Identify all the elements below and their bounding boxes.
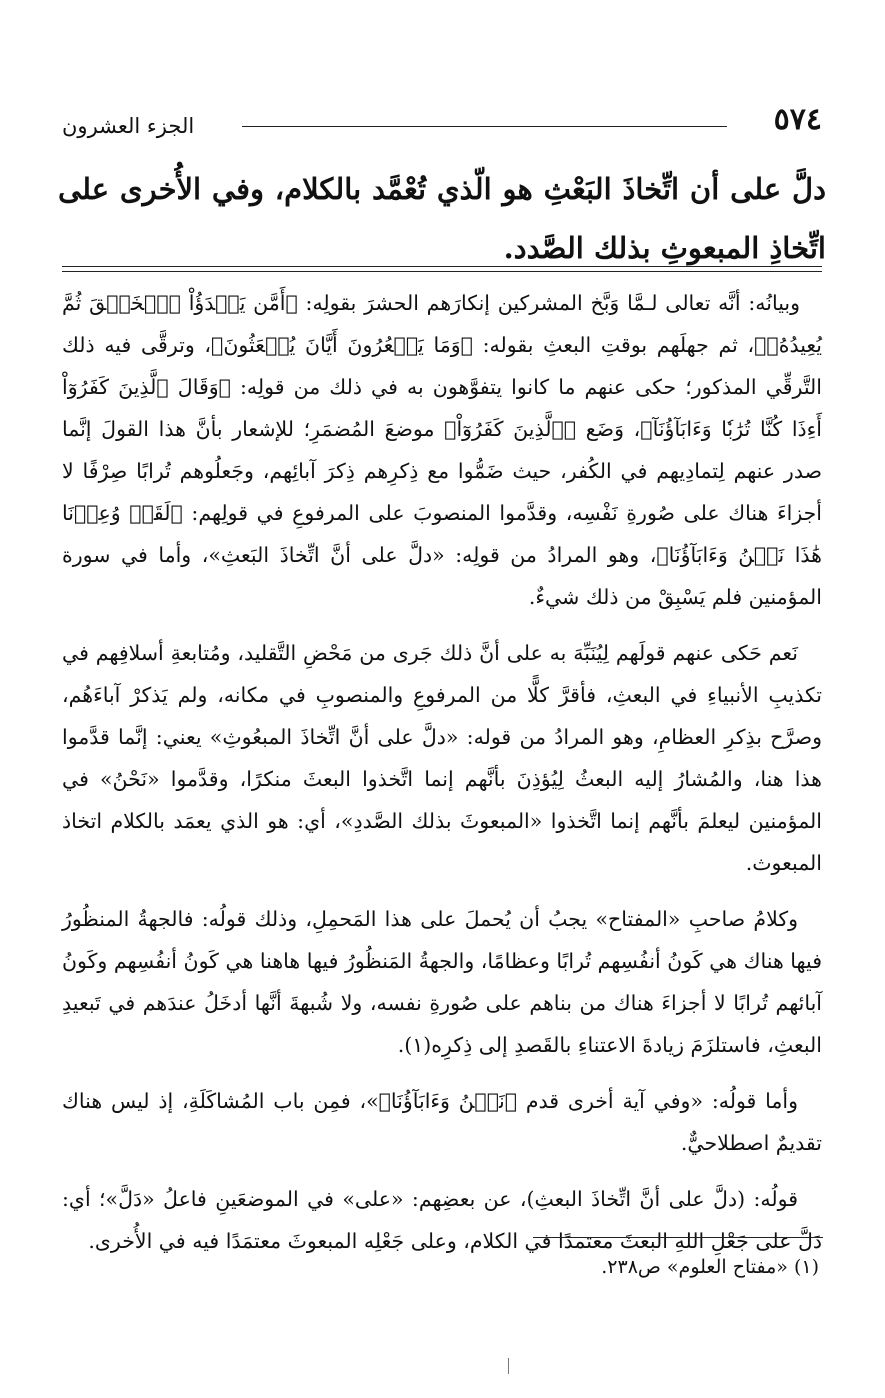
page-mark <box>508 1358 513 1374</box>
header-rule <box>242 126 727 127</box>
section-divider-bottom <box>62 271 822 272</box>
page-header <box>62 102 822 152</box>
commentary-paragraph: وبيانُه: أنَّه تعالى لـمَّا وَبَّخ المشركين إنكارَهم الحشرَ بقولِه: ﴿أَمَّن يَبۡدَؤُاْ ٱلۡخَلۡقَ ثُمَّ يُعِيدُهُۥ﴾، ثم جهلَهم بوقتِ البعثِ بقوله: ﴿وَمَا يَشۡعُرُونَ أَيَّانَ يُبۡعَثُونَ﴾، وترقَّى فيه ذلك التَّرقِّي المذكور؛ حكى عنهم ما كانوا يتفوَّهون به في ذلك من قولِه: ﴿وَقَالَ ٱلَّذِينَ كَفَرُوٓاْ أَءِذَا كُنَّا تُرَٰبٗا وَءَابَآؤُنَآ﴾، وَضَع ﴿ٱلَّذِينَ كَفَرُوٓاْ﴾ موضعَ المُضمَرِ؛ للإشعار بأنَّ هذا القولَ إنَّما صدر عنهم لِتمادِيهم في الكُفر، حيث ضَمُّوا مع ذِكرِهم ذِكرَ آبائِهم، وجَعلُوهم تُرابًا صِرْفًا لا أجزاءَ هناك على صُورةِ نَفْسِه، وقدَّموا المنصوبَ على المرفوعِ في قولِهم: ﴿لَقَدۡ وُعِدۡنَا هَٰذَا نَحۡنُ وَءَابَآؤُنَا﴾، وهو المرادُ من قولِه: «دلَّ على أنَّ اتِّخاذَ البَعثِ»، وأما في سورة المؤمنين فلم يَسْبِقْ من ذلك شيءٌ. <box>62 291 822 609</box>
page-number: ٥٧٤ <box>773 102 822 137</box>
section-divider-top <box>62 266 822 267</box>
footnote-divider <box>533 1237 823 1238</box>
lead-text: دلَّ على أن اتِّخاذَ البَعْثِ هو الّذي تُعْمَّد بالكلام، وفي الأُخرى على اتِّخاذِ المبعوثِ بذلك الصَّدد. <box>58 172 826 265</box>
commentary-paragraph: نَعم حَكى عنهم قولَهم لِيُنَبِّهَ به على أنَّ ذلك جَرى من مَحْضِ التَّقليد، ومُتابعةِ أسلافِهم في تكذيبِ الأنبياءِ في البعثِ، فأقرَّ كلًّا من المرفوعِ والمنصوبِ في مكانه، ولم يَذكرْ آباءَهُم، وصرَّح بذِكرِ العظامِ، وهو المرادُ من قوله: «دلَّ على أنَّ اتِّخاذَ المبعُوثِ» يعني: إنَّما قدَّموا هذا هنا، والمُشارُ إليه البعثُ لِيُؤذِنَ بأنَّهم إنما اتَّخذوا البعثَ منكرًا، وقدَّموا «نَحْنُ» في المؤمنين ليعلمَ بأنَّهم إنما اتَّخذوا «المبعوثَ بذلك الصَّددِ»، أي: هو الذي يعمَد بالكلام اتخاذ المبعوث. <box>62 641 822 875</box>
footnote: (١) «مفتاح العلوم» ص٢٣٨. <box>601 1256 819 1278</box>
running-title: الجزء العشرون <box>62 114 195 138</box>
commentary-paragraph: قولُه: (دلَّ على أنَّ اتِّخاذَ البعثِ)، عن بعضِهم: «على» في الموضعَينِ فاعلُ «دَلَّ»؛ أي: دَلَّ على جَعْلِ اللهِ البعثَ معتمدًا في الكلام، وعلى جَعْلِه المبعوثَ معتمَدًا فيه في الأُخرى. <box>62 1187 822 1253</box>
commentary-paragraph: وكلامُ صاحبِ «المفتاح» يجبُ أن يُحملَ على هذا المَحمِلِ، وذلك قولُه: فالجهةُ المنظُورُ فيها هناك هي كَونُ أنفُسِهم تُرابًا وعظامًا، والجهةُ المَنظُورُ فيها هاهنا هي كَونُ أنفُسِهم وكَونُ آبائهم تُرابًا لا أجزاءَ هناك من بناهم على صُورةِ نفسه، ولا شُبهةَ أنَّها أدخَلُ عندَهم في تَبعيدِ البعثِ، فاستلزَمَ زيادةَ الاعتناءِ بالقَصدِ إلى ذِكرِه(١). <box>62 907 822 1057</box>
commentary-paragraph: وأما قولُه: «وفي آية أخرى قدم ﴿نَحۡنُ وَءَابَآؤُنَا﴾»، فمِن باب المُشاكَلَةِ، إذ ليس هناك تقديمٌ اصطلاحيٌّ. <box>62 1089 822 1155</box>
commentary-body <box>62 282 822 1276</box>
